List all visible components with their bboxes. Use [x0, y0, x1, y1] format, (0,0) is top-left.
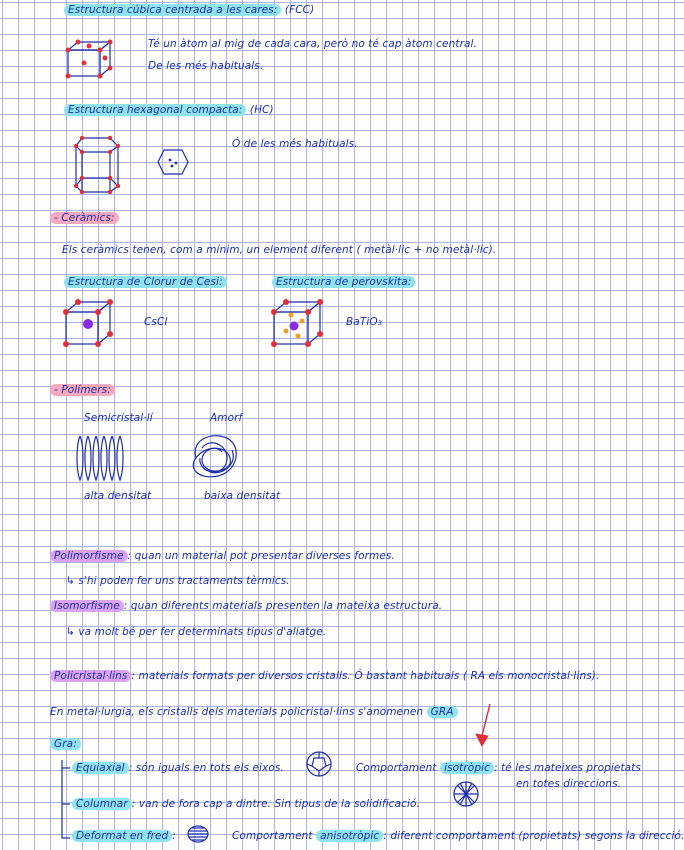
- heading-fcc-abbr: (FCC): [284, 4, 315, 16]
- anisotropic-text: : diferent comportament (propietats) segons la direcció.: [383, 830, 684, 842]
- equiaxial-text: : són iguals en tots els eixos.: [128, 762, 284, 774]
- fcc-cube-figure: [66, 40, 112, 82]
- polymers-low-density-label: baixa densitat: [204, 490, 281, 502]
- heading-perovskite: [272, 276, 415, 288]
- heading-cscl: [64, 276, 227, 288]
- heading-polymers-label: - Polímers:: [50, 384, 115, 396]
- isotropic-behaviour: Comportament: [356, 762, 437, 774]
- heading-hc-abbr: (HC): [249, 104, 274, 116]
- red-arrow-annotation: [470, 702, 494, 754]
- cscl-formula: CsCl: [144, 316, 168, 328]
- polymorphism-definition: [50, 550, 395, 562]
- fcc-description: Té un àtom al mig de cada cara, però no té cap àtom central.: [148, 38, 477, 50]
- isomorphism-note: ↳ va molt bé per fer determinats tipus d'aliatge.: [66, 626, 327, 638]
- isomorphism-text: : quan diferents materials presenten la mateixa estructura.: [123, 600, 443, 612]
- cold-deformed-colon: :: [172, 830, 176, 842]
- perovskite-cube-figure: [272, 300, 322, 352]
- heading-grain-label: Gra:: [50, 738, 81, 750]
- isomorphism-definition: [50, 600, 442, 612]
- anisotropic-behaviour: Comportament: [232, 830, 313, 842]
- cold-deformed-term: Deformat en fred: [72, 830, 172, 842]
- polycrystalline-text: : materials formats per diversos cristalls. Ó bastant habituals ( RA els monocristal·lins).: [131, 670, 600, 682]
- metallurgy-sentence: [50, 706, 458, 718]
- columnar-definition: [72, 798, 420, 810]
- grain-bracket: [58, 760, 72, 850]
- heading-grain: [50, 738, 81, 750]
- polymorphism-term: Polimorfisme: [50, 550, 128, 562]
- columnar-term: Columnar: [72, 798, 132, 810]
- polymorphism-text: : quan un material pot presentar diverses formes.: [127, 550, 395, 562]
- polymers-high-density-label: alta densitat: [84, 490, 152, 502]
- heading-fcc-label: Estructura cúbica centrada a les cares:: [64, 4, 281, 16]
- hc-prism-figure: [76, 134, 120, 198]
- polycrystalline-term: Policristal·lins: [50, 670, 131, 682]
- isotropic-text-continued: en totes direccions.: [516, 778, 622, 790]
- polymorphism-note: ↳ s'hi poden fer uns tractaments tèrmics.: [66, 575, 290, 587]
- hc-note: Ó de les més habituals.: [232, 138, 358, 150]
- columnar-text: : van de fora cap a dintre. Sin tipus de la solidificació.: [131, 798, 421, 810]
- columnar-grain-icon: [452, 780, 480, 812]
- heading-perovskite-label: Estructura de perovskita:: [272, 276, 415, 288]
- heading-cscl-label: Estructura de Clorur de Cesi:: [64, 276, 227, 288]
- equiaxial-term: Equiaxial: [72, 762, 129, 774]
- anisotropic-term: anisotròpic: [316, 830, 383, 842]
- semicrystalline-chains-figure: [74, 432, 130, 488]
- fcc-note: De les més habituals.: [148, 60, 264, 72]
- amorphous-tangle-figure: [186, 428, 244, 484]
- heading-hc-label: Estructura hexagonal compacta:: [64, 104, 246, 116]
- isotropic-term: isotròpic: [440, 762, 494, 774]
- isomorphism-term: Isomorfisme: [50, 600, 124, 612]
- perovskite-formula: BaTiO₃: [346, 316, 383, 328]
- polymers-amorphous-label: Amorf: [210, 412, 243, 424]
- polymers-semicrystalline-label: Semicristal·lí: [84, 412, 153, 424]
- heading-polymers: [50, 384, 115, 396]
- cold-deformed-definition: [72, 830, 176, 842]
- heading-ceramics: [50, 212, 119, 224]
- cscl-cube-figure: [64, 300, 112, 352]
- equiaxial-grain-icon: [304, 750, 334, 782]
- metallurgy-text: En metal·lurgia, els cristalls dels materials policristal·lins s'anomenen: [50, 706, 424, 718]
- polycrystalline-definition: [50, 670, 599, 682]
- grain-term: GRA: [427, 706, 458, 718]
- isotropic-sentence: [356, 762, 641, 774]
- heading-hc: [64, 104, 274, 116]
- isotropic-text: : té les mateixes propietats: [494, 762, 642, 774]
- heading-fcc: [64, 4, 314, 16]
- hc-hexagon-figure: [158, 150, 188, 178]
- equiaxial-definition: [72, 762, 284, 774]
- heading-ceramics-label: - Ceràmics:: [50, 212, 119, 224]
- deformed-grain-icon: [186, 822, 210, 850]
- anisotropic-sentence: [232, 830, 684, 842]
- ceramics-description: Els ceràmics tenen, com a mínim, un element diferent ( metàl·lic + no metàl·lic).: [62, 244, 497, 256]
